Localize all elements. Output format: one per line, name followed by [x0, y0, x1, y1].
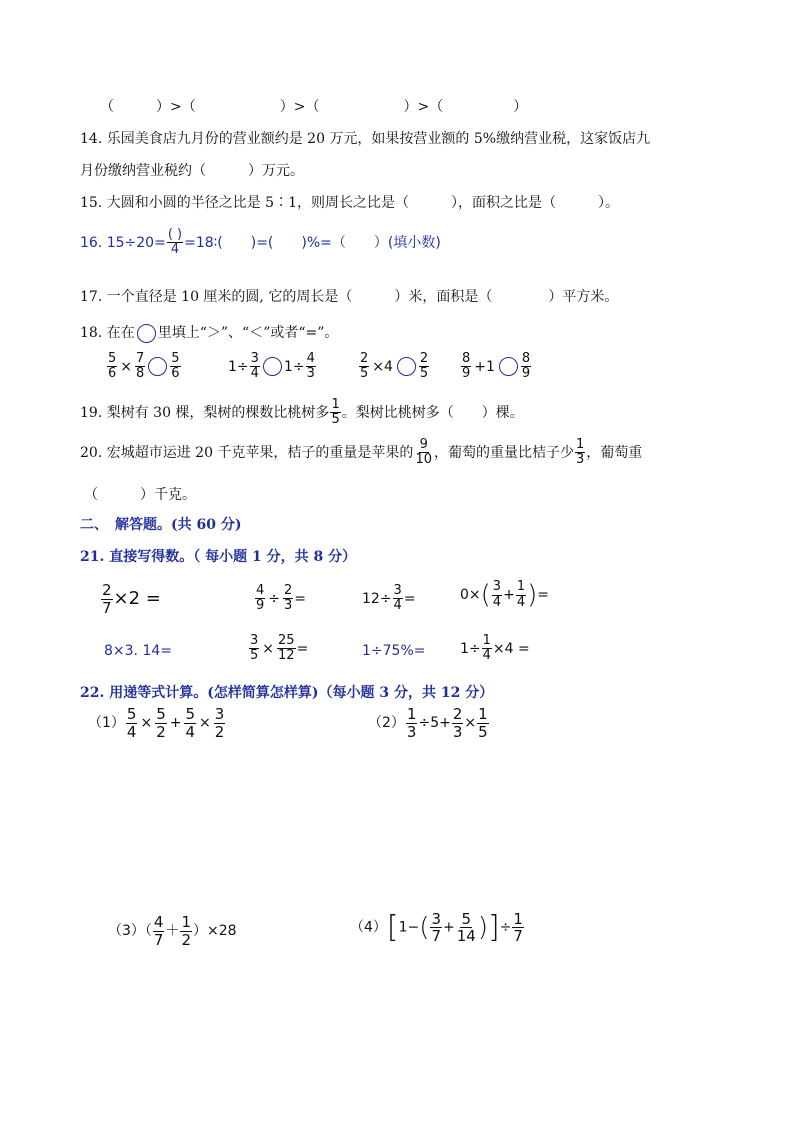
frac-num: 7: [136, 351, 145, 366]
q19-suffix: 。梨树比桃树多（ ）棵。: [341, 404, 524, 421]
frac-den: 3: [452, 722, 463, 741]
frac-den: 7: [102, 598, 112, 617]
frac-den: 6: [171, 366, 180, 382]
operator: ×4: [372, 358, 393, 375]
mid: 1÷: [283, 358, 305, 375]
frac-den: 7: [513, 927, 523, 945]
frac-den: 12: [278, 648, 295, 664]
frac-den: 3: [575, 452, 585, 468]
q16-fraction-den: 4: [170, 242, 180, 258]
q19-prefix: 19. 梨树有 30 棵，梨树的棵数比桃树多: [80, 404, 330, 421]
frac-den: 5: [331, 412, 340, 428]
one-minus: 1−: [398, 919, 420, 936]
plus: +: [503, 587, 515, 603]
q16-prefix: 16. 15÷20=: [80, 234, 166, 251]
item-label: （1）: [88, 715, 125, 731]
frac-den: 2: [214, 722, 225, 741]
frac-num: 2: [419, 351, 429, 366]
equals: =: [296, 640, 309, 657]
question-16: [80, 228, 441, 258]
frac-num: 2: [284, 583, 293, 598]
plus: ＋: [165, 923, 180, 939]
frac-den: 9: [256, 598, 265, 614]
question-19: [80, 398, 524, 428]
question-20: [80, 438, 642, 468]
q21-item-e: 8×3. 14=: [104, 643, 172, 659]
frac-num: 1: [331, 397, 340, 412]
frac-num: 1: [513, 909, 523, 928]
operator: ×: [120, 358, 133, 375]
frac-num: 1: [406, 705, 417, 723]
item-label: （2）: [368, 715, 405, 731]
operator: ÷: [268, 590, 281, 607]
q18-item-d: [460, 352, 532, 382]
frac-num: 1: [478, 705, 488, 723]
frac-num: 3: [393, 583, 402, 598]
q16-fraction: [167, 228, 183, 258]
q18-item-a: [106, 352, 182, 382]
operator: ×: [464, 715, 477, 731]
question-17: 17. 一个直径是 10 厘米的圆, 它的周长是（ ）米，面积是（ ）平方米。: [80, 289, 619, 305]
frac-den: 14: [456, 927, 476, 945]
section-2-heading: 二、 解答题。(共 60 分): [80, 517, 242, 533]
frac-den: 4: [393, 598, 402, 614]
frac-den: 9: [521, 366, 531, 382]
frac-num: 4: [306, 351, 315, 366]
q22-item-2: [368, 706, 490, 740]
equals: =: [537, 587, 549, 603]
plus: +: [442, 919, 455, 936]
question-15: 15. 大圆和小圆的半径之比是 5∶1，则周长之比是（ ），面积之比是（ ）。: [80, 195, 619, 211]
frac-den: 8: [136, 366, 145, 382]
frac-num: 2: [360, 351, 369, 366]
frac-num: 25: [278, 633, 295, 648]
frac-num: 1: [482, 633, 491, 648]
question-22-heading: 22. 用递等式计算。(怎样简算怎样算)（每小题 3 分，共 12 分）: [80, 685, 494, 701]
q22-item-3: [108, 914, 237, 948]
frac-den: 6: [108, 366, 117, 382]
frac-den: 4: [250, 366, 259, 382]
frac-num: 8: [462, 351, 471, 366]
q20-suffix: ，葡萄重: [586, 444, 643, 461]
q21-item-a: [100, 582, 161, 616]
equals: =: [294, 590, 307, 607]
frac-den: 3: [284, 598, 293, 614]
mid: ÷5+: [418, 715, 451, 731]
frac-den: 4: [482, 648, 491, 664]
frac-num: 5: [461, 909, 472, 928]
q22-item-1: （1） $\frac{5}{4}$ × $\frac{5}{2}$ + $\frac{5}{4}$ × $\frac{3}{2}$: [88, 705, 225, 741]
operator: ×: [262, 640, 275, 657]
frac-num: 5: [171, 351, 180, 366]
frac-num: 4: [153, 913, 164, 931]
q22-item-4: （4）[1−( $\frac{3}{7}$ + $\frac{5}{14}$ )]÷ $\frac{1}{7}$: [350, 909, 523, 945]
prefix: 1÷: [228, 358, 249, 375]
frac-den: 4: [492, 594, 502, 610]
question-14-line2: 月份缴纳营业税约（ ）万元。: [80, 163, 304, 179]
compare-circle-icon: [137, 324, 156, 343]
frac-num: 1: [516, 579, 526, 595]
q16-suffix: =18∶( )=( )%=（ ）(填小数): [184, 234, 441, 251]
frac-num: 5: [126, 705, 137, 723]
frac-num: 5: [185, 705, 196, 723]
compare-circle-icon[interactable]: [263, 357, 282, 376]
frac-den: 4: [126, 722, 137, 741]
frac-num: 2: [102, 581, 112, 599]
frac-num: 3: [250, 633, 259, 648]
frac-den: 5: [250, 648, 259, 664]
frac-num: 1: [575, 437, 585, 452]
frac-num: 3: [431, 909, 441, 928]
frac-num: 3: [492, 579, 502, 595]
question-21-heading: 21. 直接写得数。（ 每小题 1 分，共 8 分）: [80, 549, 357, 565]
divide: ÷: [499, 919, 512, 936]
frac-num: 5: [156, 705, 166, 723]
item-label: （4）: [350, 919, 387, 936]
frac-num: 8: [521, 351, 531, 366]
frac-den: 2: [156, 722, 166, 741]
frac-den: 7: [431, 927, 441, 945]
frac-den: 5: [478, 722, 488, 741]
frac-den: 4: [516, 594, 526, 610]
q18-prefix: 18. 在在: [80, 325, 135, 341]
frac-den: 5: [419, 366, 429, 382]
frac-num: 2: [452, 705, 463, 723]
frac-num: 9: [419, 437, 428, 452]
q18-item-c: [358, 352, 430, 382]
frac-num: 4: [256, 583, 265, 598]
frac-den: 9: [462, 366, 471, 382]
q20-prefix: 20. 宏城超市运进 20 千克苹果，桔子的重量是苹果的: [80, 444, 414, 461]
frac-den: 4: [185, 722, 196, 741]
suffix: ）×28: [193, 923, 237, 939]
equals: =: [403, 590, 416, 607]
prefix: 0×: [460, 587, 481, 603]
q21-item-h: [460, 634, 530, 664]
compare-circle-icon[interactable]: [397, 357, 416, 376]
q16-fraction-num: ( ): [167, 227, 183, 242]
prefix: 1÷: [460, 640, 481, 657]
question-18: [80, 322, 338, 343]
item-label: （3）（: [108, 923, 152, 939]
q21-item-d: 0×( $\frac{3}{4}$ + $\frac{1}{4}$ )=: [460, 579, 549, 610]
frac-den: 3: [306, 366, 315, 382]
frac-num: 5: [108, 351, 117, 366]
compare-circle-icon[interactable]: [148, 357, 167, 376]
frac-num: 3: [214, 705, 225, 723]
q21-item-c: [362, 584, 416, 614]
operator: +1: [474, 358, 495, 375]
question-20-line2: （ ）千克。: [84, 487, 196, 503]
frac-den: 5: [360, 366, 369, 382]
q18-item-b: [228, 352, 317, 382]
prefix: 12÷: [362, 590, 392, 607]
frac-den: 7: [153, 930, 164, 949]
frac-den: 3: [406, 722, 417, 741]
q20-mid: ，葡萄的重量比桔子少: [433, 444, 574, 461]
q18-suffix: 里填上“＞”、“＜”或者“=”。: [157, 325, 339, 341]
question-14-line1: 14. 乐园美食店九月份的营业额约是 20 万元，如果按营业额的 5%缴纳营业税，这家饭店九: [80, 131, 651, 147]
frac-den: 10: [415, 452, 432, 468]
suffix: ×4 =: [492, 640, 530, 657]
frac-num: 1: [181, 913, 192, 931]
q21-item-f: [248, 634, 308, 664]
frac-den: 2: [181, 930, 192, 949]
compare-circle-icon[interactable]: [499, 357, 518, 376]
q21-item-g: 1÷75%=: [362, 643, 426, 659]
frac-num: 3: [250, 351, 259, 366]
rest: ×2 =: [113, 588, 161, 609]
blank-comparison-line: （ ）>（ ）>（ ）>（ ）: [100, 99, 528, 115]
q21-item-b: [254, 584, 306, 614]
